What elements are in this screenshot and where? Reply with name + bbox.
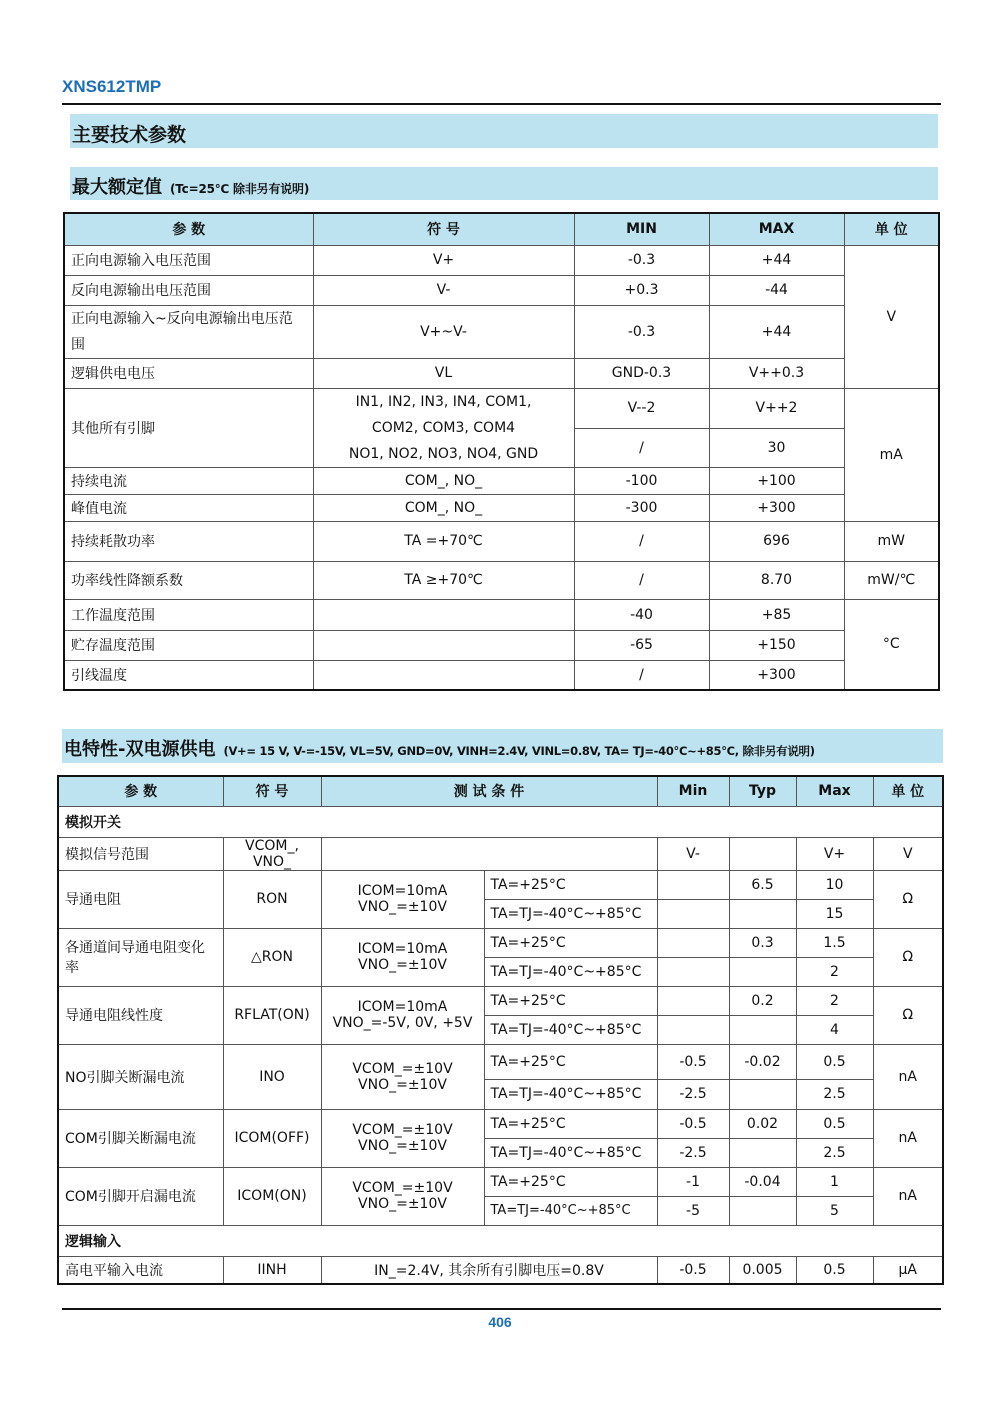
min-cell: -0.5 [657, 1109, 729, 1138]
condition-line: VCOM_=±10V [352, 1060, 453, 1077]
max-cell: V++0.3 [709, 358, 844, 388]
typ-cell [729, 1138, 796, 1167]
min-cell [657, 899, 729, 928]
unit-cell: μA [873, 1256, 943, 1284]
table-row [58, 1167, 943, 1196]
symbol-cell: INO [223, 1044, 321, 1109]
min-cell [657, 986, 729, 1015]
temp-cell: TA=+25°C [484, 986, 657, 1015]
table-row [58, 986, 943, 1015]
section1-heading: 最大额定值 [72, 177, 162, 198]
temp-cell: TA=+25°C [484, 870, 657, 899]
max-ratings-table [63, 212, 940, 691]
max-cell: 2.5 [796, 1079, 873, 1109]
table-row [58, 928, 943, 957]
typ-cell [729, 1079, 796, 1109]
table-row [64, 245, 939, 275]
max-cell: -44 [709, 275, 844, 305]
param-cell: 峰值电流 [64, 494, 313, 521]
param-cell: 工作温度范围 [64, 599, 313, 630]
table-row [58, 1044, 943, 1079]
condition-line: VNO_=-5V, 0V, +5V [332, 1015, 473, 1031]
group-row [58, 1225, 943, 1256]
param-cell: 贮存温度范围 [64, 630, 313, 660]
table-row [64, 561, 939, 599]
max-cell: +44 [709, 305, 844, 358]
typ-cell [729, 899, 796, 928]
group-label: 逻辑输入 [58, 1225, 943, 1256]
max-cell: 30 [709, 429, 844, 468]
temp-cell: TA=+25°C [484, 1109, 657, 1138]
unit-cell: mW [844, 521, 939, 561]
min-cell: / [574, 521, 709, 561]
typ-cell [729, 957, 796, 986]
col-header: 参 数 [64, 213, 313, 245]
symbol-cell: △RON [223, 928, 321, 986]
symbol-cell: ICOM(ON) [223, 1167, 321, 1225]
param-cell: COM引脚开启漏电流 [58, 1167, 223, 1225]
col-header: 符 号 [223, 776, 321, 806]
typ-cell: -0.04 [729, 1167, 796, 1196]
param-cell: 其他所有引脚 [64, 388, 313, 467]
condition-line: VNO_=±10V [358, 1138, 447, 1154]
max-cell: 0.5 [796, 1256, 873, 1284]
max-cell: 0.5 [796, 1109, 873, 1138]
min-cell: / [574, 429, 709, 468]
symbol-cell: ICOM(OFF) [223, 1109, 321, 1167]
condition-cell [321, 986, 484, 1044]
col-header: MAX [709, 213, 844, 245]
table-row [64, 275, 939, 305]
main-heading-bar [70, 114, 938, 148]
temp-cell: TA=TJ=-40°C~+85°C [484, 1138, 657, 1167]
param-cell: NO引脚关断漏电流 [58, 1044, 223, 1109]
symbol-cell: TA ≥+70℃ [313, 561, 574, 599]
max-cell: 1 [796, 1167, 873, 1196]
unit-cell: nA [873, 1044, 943, 1109]
typ-cell [729, 837, 796, 870]
param-cell: 逻辑供电电压 [64, 358, 313, 388]
table-row [58, 870, 943, 899]
temp-cell: TA=+25°C [484, 928, 657, 957]
symbol-cell: V- [313, 275, 574, 305]
col-header: Max [796, 776, 873, 806]
symbol-cell [313, 630, 574, 660]
symbol-cell [313, 599, 574, 630]
condition-line: VNO_=±10V [358, 899, 447, 915]
condition-line: ICOM=10mA [357, 883, 448, 899]
symbol-cell: VCOM_, VNO_ [223, 837, 321, 870]
electrical-characteristics-table [57, 775, 944, 1285]
min-cell: -0.5 [657, 1044, 729, 1079]
typ-cell: 0.2 [729, 986, 796, 1015]
unit-cell: Ω [873, 928, 943, 986]
section1-heading-bar [70, 167, 938, 200]
doc-title: XNS612TMP [62, 77, 162, 96]
temp-cell: TA=TJ=-40°C~+85°C [484, 899, 657, 928]
max-cell: +100 [709, 467, 844, 494]
param-cell: 正向电源输入电压范围 [64, 245, 313, 275]
min-cell: +0.3 [574, 275, 709, 305]
symbol-cell: V+ [313, 245, 574, 275]
condition-line: ICOM=10mA [357, 941, 448, 957]
section1-condition: (Tc=25℃ 除非另有说明) [170, 182, 310, 196]
condition-cell [321, 1109, 484, 1167]
unit-cell: mA [844, 388, 939, 521]
typ-cell: 0.02 [729, 1109, 796, 1138]
max-cell: 2 [796, 957, 873, 986]
symbol-line: IN1, IN2, IN3, IN4, COM1, [355, 393, 532, 410]
condition-cell [321, 870, 484, 928]
typ-cell: 0.005 [729, 1256, 796, 1284]
page-number: 406 [488, 1314, 512, 1330]
table-row [64, 521, 939, 561]
section2-condition: (V+= 15 V, V-=-15V, VL=5V, GND=0V, VINH=2.4V, VINL=0.8V, TA= TJ=-40°C~+85°C, 除非另有说明) [223, 744, 815, 758]
temp-cell: TA=TJ=-40°C~+85°C [484, 1015, 657, 1044]
max-cell: 1.5 [796, 928, 873, 957]
col-header: 符 号 [313, 213, 574, 245]
table-row [64, 494, 939, 521]
symbol-cell: COM_, NO_ [313, 467, 574, 494]
condition-line: VCOM_=±10V [352, 1180, 453, 1196]
col-header: 单 位 [873, 776, 943, 806]
min-cell: -0.3 [574, 305, 709, 358]
unit-cell: V [873, 837, 943, 870]
condition-line: VNO_=±10V [358, 1076, 447, 1093]
temp-cell: TA=+25°C [484, 1167, 657, 1196]
param-cell: 正向电源输入~反向电源输出电压范围 [64, 305, 313, 358]
symbol-cell: IINH [223, 1256, 321, 1284]
min-cell [657, 928, 729, 957]
min-cell: -0.5 [657, 1256, 729, 1284]
main-heading: 主要技术参数 [72, 124, 187, 146]
table-row [64, 358, 939, 388]
min-cell: -2.5 [657, 1138, 729, 1167]
max-cell: +300 [709, 494, 844, 521]
col-header: Min [657, 776, 729, 806]
min-cell: -5 [657, 1196, 729, 1225]
condition-cell [321, 837, 657, 870]
min-cell: GND-0.3 [574, 358, 709, 388]
symbol-cell: V+~V- [313, 305, 574, 358]
min-cell [657, 870, 729, 899]
min-cell: -300 [574, 494, 709, 521]
table-row [64, 630, 939, 660]
min-cell [657, 1015, 729, 1044]
table-row [64, 467, 939, 494]
condition-cell [321, 928, 484, 986]
param-cell: 持续耗散功率 [64, 521, 313, 561]
unit-cell: V [844, 245, 939, 388]
table-row [58, 1256, 943, 1284]
condition-line: VCOM_=±10V [352, 1122, 453, 1138]
max-cell: +44 [709, 245, 844, 275]
max-cell: V+ [796, 837, 873, 870]
param-cell: 引线温度 [64, 660, 313, 690]
table-header-row [64, 213, 939, 245]
group-row [58, 806, 943, 837]
table-row [58, 1109, 943, 1138]
min-cell: V--2 [574, 388, 709, 429]
condition-cell [321, 1044, 484, 1109]
header-rule [62, 103, 941, 105]
condition-line: VNO_=±10V [358, 957, 447, 973]
max-cell: +150 [709, 630, 844, 660]
col-header: Typ [729, 776, 796, 806]
unit-cell: Ω [873, 986, 943, 1044]
col-header: 测 试 条 件 [321, 776, 657, 806]
symbol-cell [313, 660, 574, 690]
max-cell: +85 [709, 599, 844, 630]
typ-cell: 0.3 [729, 928, 796, 957]
max-cell: 5 [796, 1196, 873, 1225]
footer-rule [62, 1308, 941, 1310]
table-header-row [58, 776, 943, 806]
section2-heading-bar [62, 729, 943, 763]
unit-cell: Ω [873, 870, 943, 928]
max-cell: 15 [796, 899, 873, 928]
table-row [64, 305, 939, 358]
unit-cell: nA [873, 1167, 943, 1225]
min-cell: V- [657, 837, 729, 870]
table-row [58, 837, 943, 870]
typ-cell: 6.5 [729, 870, 796, 899]
col-header: MIN [574, 213, 709, 245]
max-cell: 10 [796, 870, 873, 899]
param-cell: 高电平输入电流 [58, 1256, 223, 1284]
max-cell: 2.5 [796, 1138, 873, 1167]
param-cell: 各通道间导通电阻变化率 [58, 928, 223, 986]
symbol-cell [313, 388, 574, 467]
max-cell: 696 [709, 521, 844, 561]
min-cell: -0.3 [574, 245, 709, 275]
min-cell: -1 [657, 1167, 729, 1196]
temp-cell: TA=TJ=-40°C~+85°C [484, 957, 657, 986]
typ-cell: -0.02 [729, 1044, 796, 1079]
temp-cell: TA=+25°C [484, 1044, 657, 1079]
section2-heading: 电特性-双电源供电 [64, 739, 216, 760]
typ-cell [729, 1196, 796, 1225]
col-header: 单 位 [844, 213, 939, 245]
param-cell: 模拟信号范围 [58, 837, 223, 870]
condition-line: VNO_=±10V [358, 1196, 447, 1212]
max-cell: 0.5 [796, 1044, 873, 1079]
typ-cell [729, 1015, 796, 1044]
condition-cell: IN_=2.4V, 其余所有引脚电压=0.8V [321, 1256, 657, 1284]
min-cell: -100 [574, 467, 709, 494]
symbol-cell: TA =+70℃ [313, 521, 574, 561]
max-cell: 4 [796, 1015, 873, 1044]
param-cell: 导通电阻线性度 [58, 986, 223, 1044]
param-cell: 反向电源输出电压范围 [64, 275, 313, 305]
min-cell: / [574, 660, 709, 690]
min-cell: -2.5 [657, 1079, 729, 1109]
col-header: 参 数 [58, 776, 223, 806]
table-row [64, 660, 939, 690]
max-cell: 2 [796, 986, 873, 1015]
symbol-line: COM2, COM3, COM4 [371, 419, 516, 436]
table-row [64, 388, 939, 429]
param-cell: 功率线性降额系数 [64, 561, 313, 599]
condition-line: ICOM=10mA [357, 999, 448, 1015]
symbol-cell: COM_, NO_ [313, 494, 574, 521]
max-cell: V++2 [709, 388, 844, 429]
min-cell: -40 [574, 599, 709, 630]
temp-cell: TA=TJ=-40°C~+85°C [484, 1079, 657, 1109]
condition-cell [321, 1167, 484, 1225]
symbol-cell: VL [313, 358, 574, 388]
group-label: 模拟开关 [58, 806, 943, 837]
param-cell: 导通电阻 [58, 870, 223, 928]
table-row [64, 599, 939, 630]
symbol-cell: RFLAT(ON) [223, 986, 321, 1044]
temp-cell: TA=TJ=-40°C~+85°C [484, 1196, 657, 1225]
max-cell: +300 [709, 660, 844, 690]
symbol-cell: RON [223, 870, 321, 928]
min-cell [657, 957, 729, 986]
min-cell: / [574, 561, 709, 599]
unit-cell: nA [873, 1109, 943, 1167]
min-cell: -65 [574, 630, 709, 660]
param-cell: COM引脚关断漏电流 [58, 1109, 223, 1167]
unit-cell: mW/℃ [844, 561, 939, 599]
param-cell: 持续电流 [64, 467, 313, 494]
unit-cell: °C [844, 599, 939, 690]
symbol-line: NO1, NO2, NO3, NO4, GND [348, 445, 539, 462]
max-cell: 8.70 [709, 561, 844, 599]
